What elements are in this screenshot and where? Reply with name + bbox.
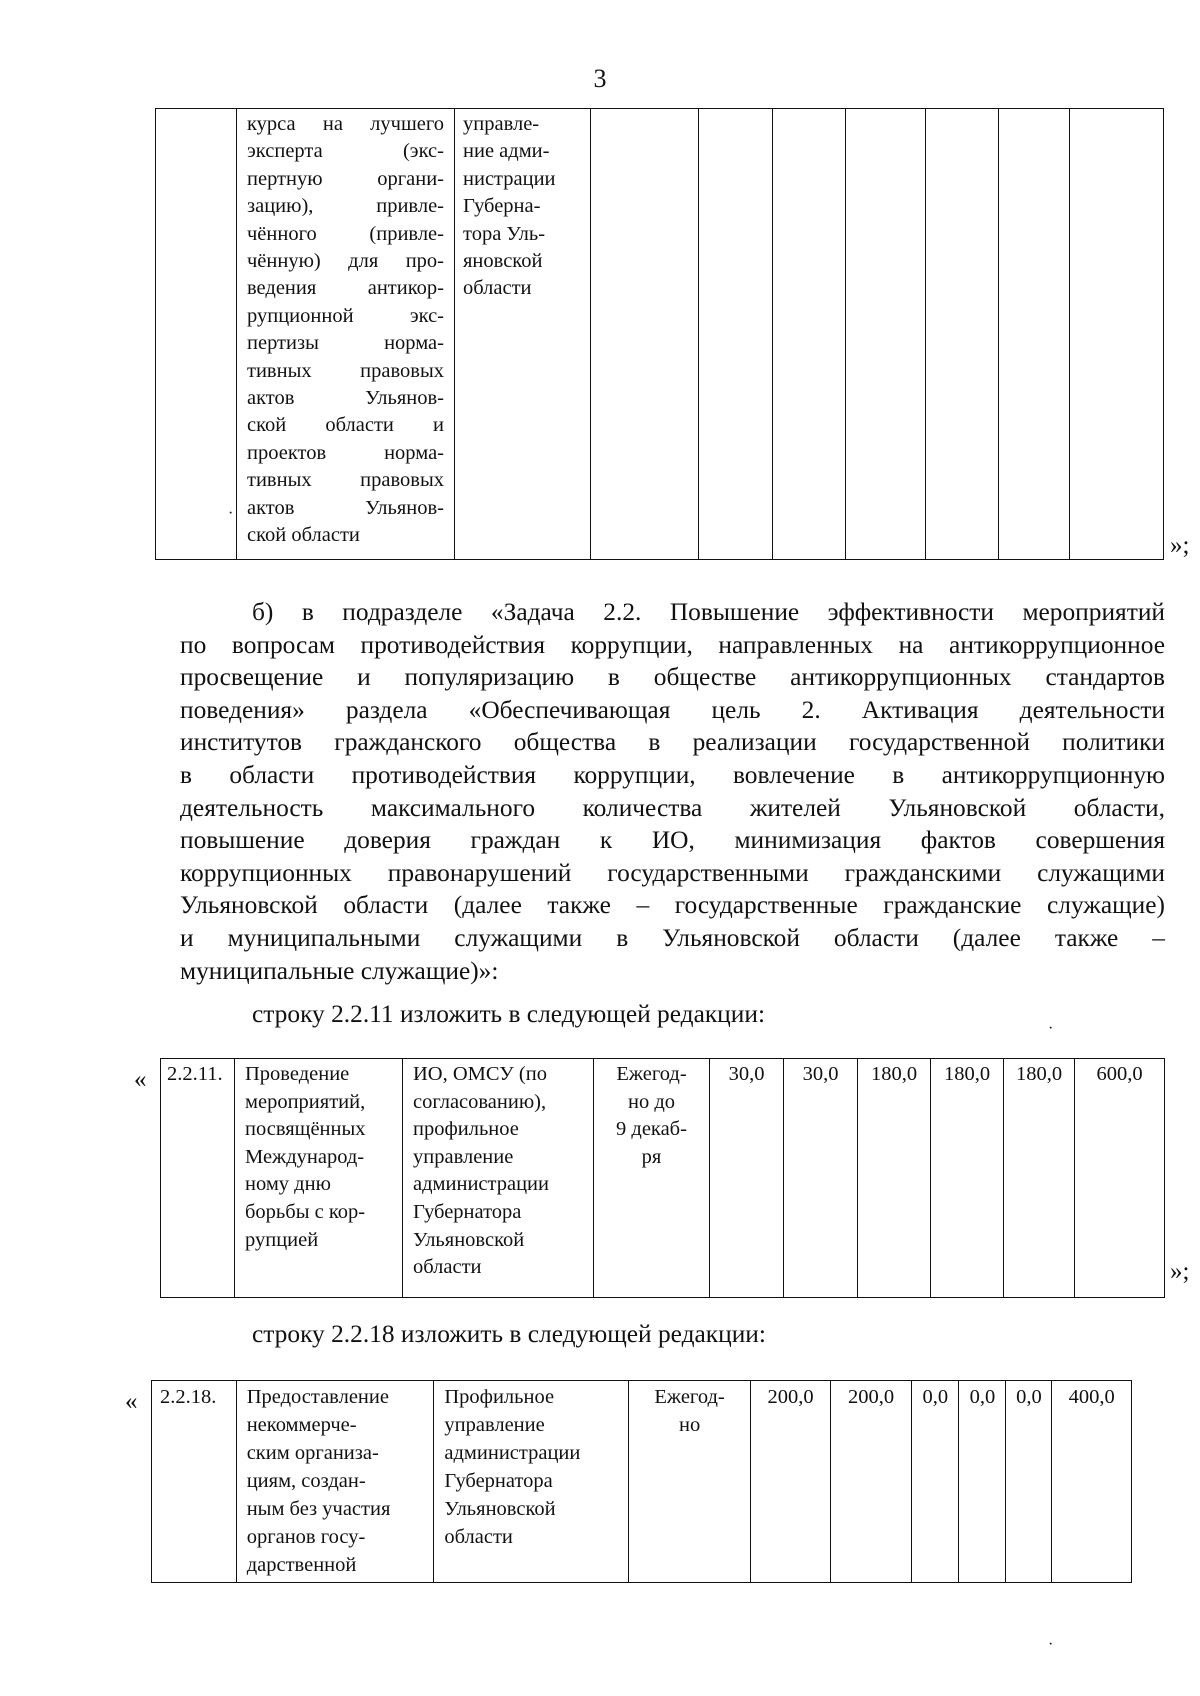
cell-line: области xyxy=(413,1256,482,1279)
paragraph-line: по вопросам противодействия коррупции, направленных на антикоррупционное xyxy=(180,630,1165,659)
cell-executor xyxy=(434,1381,629,1583)
cell-value xyxy=(830,1381,912,1583)
stray-dot-icon: · xyxy=(1048,1020,1054,1037)
cell-line: проектов норма- xyxy=(247,441,444,464)
cell-empty xyxy=(999,109,1070,560)
paragraph-b xyxy=(180,596,1165,987)
table-row-2218 xyxy=(151,1380,1132,1583)
value: 200,0 xyxy=(847,1386,895,1408)
cell-line: Проведение xyxy=(245,1063,350,1085)
paragraph-line: повышение доверия граждан к ИО, минимизация фактов совершения xyxy=(180,826,1165,855)
row-number: 2.2.11. xyxy=(167,1063,223,1085)
cell-line: Ежегод- xyxy=(616,1063,687,1085)
cell-line: рупционной экс- xyxy=(247,304,444,327)
executor-text xyxy=(413,1061,587,1282)
stray-dot-icon: · xyxy=(228,505,234,522)
cell-line: области xyxy=(463,277,532,300)
cell-empty xyxy=(591,109,699,560)
paragraph-line: муниципальные служащие)»: xyxy=(180,956,499,985)
cell-num xyxy=(152,1381,237,1583)
cell-value xyxy=(1075,1059,1165,1298)
cell-line: дарственной xyxy=(246,1554,357,1576)
cell-line: рупцией xyxy=(245,1228,319,1251)
cell-line: чённую) для про- xyxy=(247,250,444,273)
cell-empty xyxy=(699,109,773,560)
cell-line: тивных правовых xyxy=(247,469,444,492)
paragraph-line: поведения» раздела «Обеспечивающая цель 2. Активация деятельности xyxy=(180,695,1165,724)
cell-line: но xyxy=(678,1414,701,1436)
cell-line: согласованию), xyxy=(413,1090,547,1113)
cell-value xyxy=(784,1059,858,1298)
cell-value xyxy=(959,1381,1006,1583)
cell-line: ным без участия xyxy=(246,1498,391,1520)
cell-empty xyxy=(846,109,926,560)
cell-line: зацию), привле- xyxy=(247,195,444,218)
cell-line: ря xyxy=(641,1145,662,1168)
value: 600,0 xyxy=(1096,1063,1143,1085)
cell-line: мероприятий, xyxy=(245,1090,366,1113)
executor-text xyxy=(463,111,582,303)
cell-line: Ульяновской xyxy=(413,1228,525,1251)
cell-empty xyxy=(156,109,237,560)
cell-executor xyxy=(455,109,591,560)
cell-empty xyxy=(1070,109,1164,560)
cell-empty xyxy=(926,109,999,560)
value: 200,0 xyxy=(767,1386,814,1408)
cell-line: управление xyxy=(444,1414,545,1436)
row-number: 2.2.18. xyxy=(160,1386,217,1408)
stray-dot-icon: · xyxy=(1048,1636,1054,1653)
value: 400,0 xyxy=(1068,1386,1115,1408)
measure-name xyxy=(247,1383,426,1579)
cell-line: пертную органи- xyxy=(247,167,444,190)
value: 0,0 xyxy=(969,1386,996,1408)
cell-empty xyxy=(773,109,846,560)
cell-value xyxy=(931,1059,1004,1298)
cell-executor xyxy=(403,1059,594,1298)
measure-text xyxy=(247,111,444,550)
cell-line: области xyxy=(444,1526,513,1548)
cell-line: чённого (привле- xyxy=(247,222,444,245)
cell-line: курса на лучшего xyxy=(247,113,444,135)
measure-name xyxy=(245,1061,394,1254)
cell-line: некоммерче- xyxy=(246,1414,357,1436)
cell-line: пертизы норма- xyxy=(247,332,444,355)
close-quote-2211: »; xyxy=(1170,1258,1190,1285)
cell-line: Губернатора xyxy=(444,1470,553,1492)
cell-term xyxy=(594,1059,710,1298)
cell-line: ской области и xyxy=(247,414,444,437)
cell-line: яновской xyxy=(463,250,543,273)
cell-line: ному дню xyxy=(245,1173,331,1196)
value: 0,0 xyxy=(1016,1386,1042,1408)
table-row-2211 xyxy=(160,1058,1165,1298)
cell-line: Международ- xyxy=(245,1145,365,1168)
table-continuation xyxy=(155,108,1164,560)
cell-line: Профильное xyxy=(444,1386,555,1408)
paragraph-line: коррупционных правонарушений государственными гражданскими служащими xyxy=(180,858,1165,887)
cell-line: управле- xyxy=(463,113,540,135)
term-text xyxy=(598,1061,705,1171)
executor-text xyxy=(444,1383,622,1551)
value: 180,0 xyxy=(1015,1063,1063,1085)
cell-line: борьбы с кор- xyxy=(245,1200,366,1223)
instruction-2211: строку 2.2.11 изложить в следующей редакции: xyxy=(252,1000,765,1028)
instruction-2218: строку 2.2.18 изложить в следующей редакции: xyxy=(252,1320,766,1348)
cell-line: Ежегод- xyxy=(654,1386,725,1408)
cell-term xyxy=(628,1381,750,1583)
paragraph-line: Ульяновской области (далее также – государственные гражданские служащие) xyxy=(180,891,1165,920)
cell-line: нистрации xyxy=(463,167,556,190)
cell-line: ИО, ОМСУ (по xyxy=(413,1063,547,1085)
paragraph-line: деятельность максимального количества жителей Ульяновской области, xyxy=(180,793,1165,822)
cell-line: ской области xyxy=(247,524,360,547)
cell-value xyxy=(1052,1381,1132,1583)
cell-measure-text xyxy=(237,109,455,560)
cell-line: администрации xyxy=(444,1442,581,1464)
cell-value xyxy=(751,1381,830,1583)
close-quote-1: »; xyxy=(1170,532,1190,559)
cell-value xyxy=(1006,1381,1052,1583)
cell-line: 9 декаб- xyxy=(616,1118,687,1141)
cell-line: циям, создан- xyxy=(246,1470,366,1492)
value: 180,0 xyxy=(943,1063,991,1085)
value: 0,0 xyxy=(922,1386,949,1408)
open-quote-2218: « xyxy=(125,1388,138,1415)
cell-line: Губерна- xyxy=(463,195,541,218)
cell-line: но до xyxy=(627,1090,676,1113)
paragraph-line: в области противодействия коррупции, вовлечение в антикоррупционную xyxy=(180,760,1165,789)
cell-line: ние адми- xyxy=(463,140,550,163)
cell-value xyxy=(1004,1059,1075,1298)
cell-line: ским организа- xyxy=(246,1442,379,1464)
cell-line: актов Ульянов- xyxy=(247,496,444,519)
paragraph-line: просвещение и популяризацию в обществе антикоррупционных стандартов xyxy=(180,663,1165,692)
cell-line: органов госу- xyxy=(246,1526,366,1548)
cell-name xyxy=(236,1381,434,1583)
cell-line: эксперта (экс- xyxy=(247,140,444,163)
paragraph-line: и муниципальными служащими в Ульяновской области (далее также – xyxy=(180,923,1165,952)
cell-name xyxy=(235,1059,403,1298)
page-number: 3 xyxy=(593,64,607,93)
cell-line: ведения антикор- xyxy=(247,277,444,300)
cell-line: посвящённых xyxy=(245,1118,366,1141)
cell-num xyxy=(161,1059,235,1298)
cell-line: тора Уль- xyxy=(463,222,546,245)
paragraph-line: б) в подразделе «Задача 2.2. Повышение эффективности мероприятий xyxy=(252,598,1165,626)
open-quote-2211: « xyxy=(134,1066,147,1093)
cell-value xyxy=(912,1381,959,1583)
paragraph-line: институтов гражданского общества в реализации государственной политики xyxy=(180,728,1165,757)
cell-line: тивных правовых xyxy=(247,359,444,382)
cell-line: актов Ульянов- xyxy=(247,387,444,410)
cell-value xyxy=(710,1059,784,1298)
value: 30,0 xyxy=(802,1063,839,1085)
cell-line: Предоставление xyxy=(246,1386,389,1408)
value: 30,0 xyxy=(728,1063,765,1085)
value: 180,0 xyxy=(870,1063,918,1085)
cell-line: Губернатора xyxy=(413,1200,522,1223)
cell-line: Ульяновской xyxy=(444,1498,556,1520)
term-text xyxy=(633,1383,746,1439)
cell-line: профильное xyxy=(413,1118,519,1141)
cell-line: управление xyxy=(413,1145,514,1168)
cell-value xyxy=(858,1059,931,1298)
cell-line: администрации xyxy=(413,1173,549,1196)
